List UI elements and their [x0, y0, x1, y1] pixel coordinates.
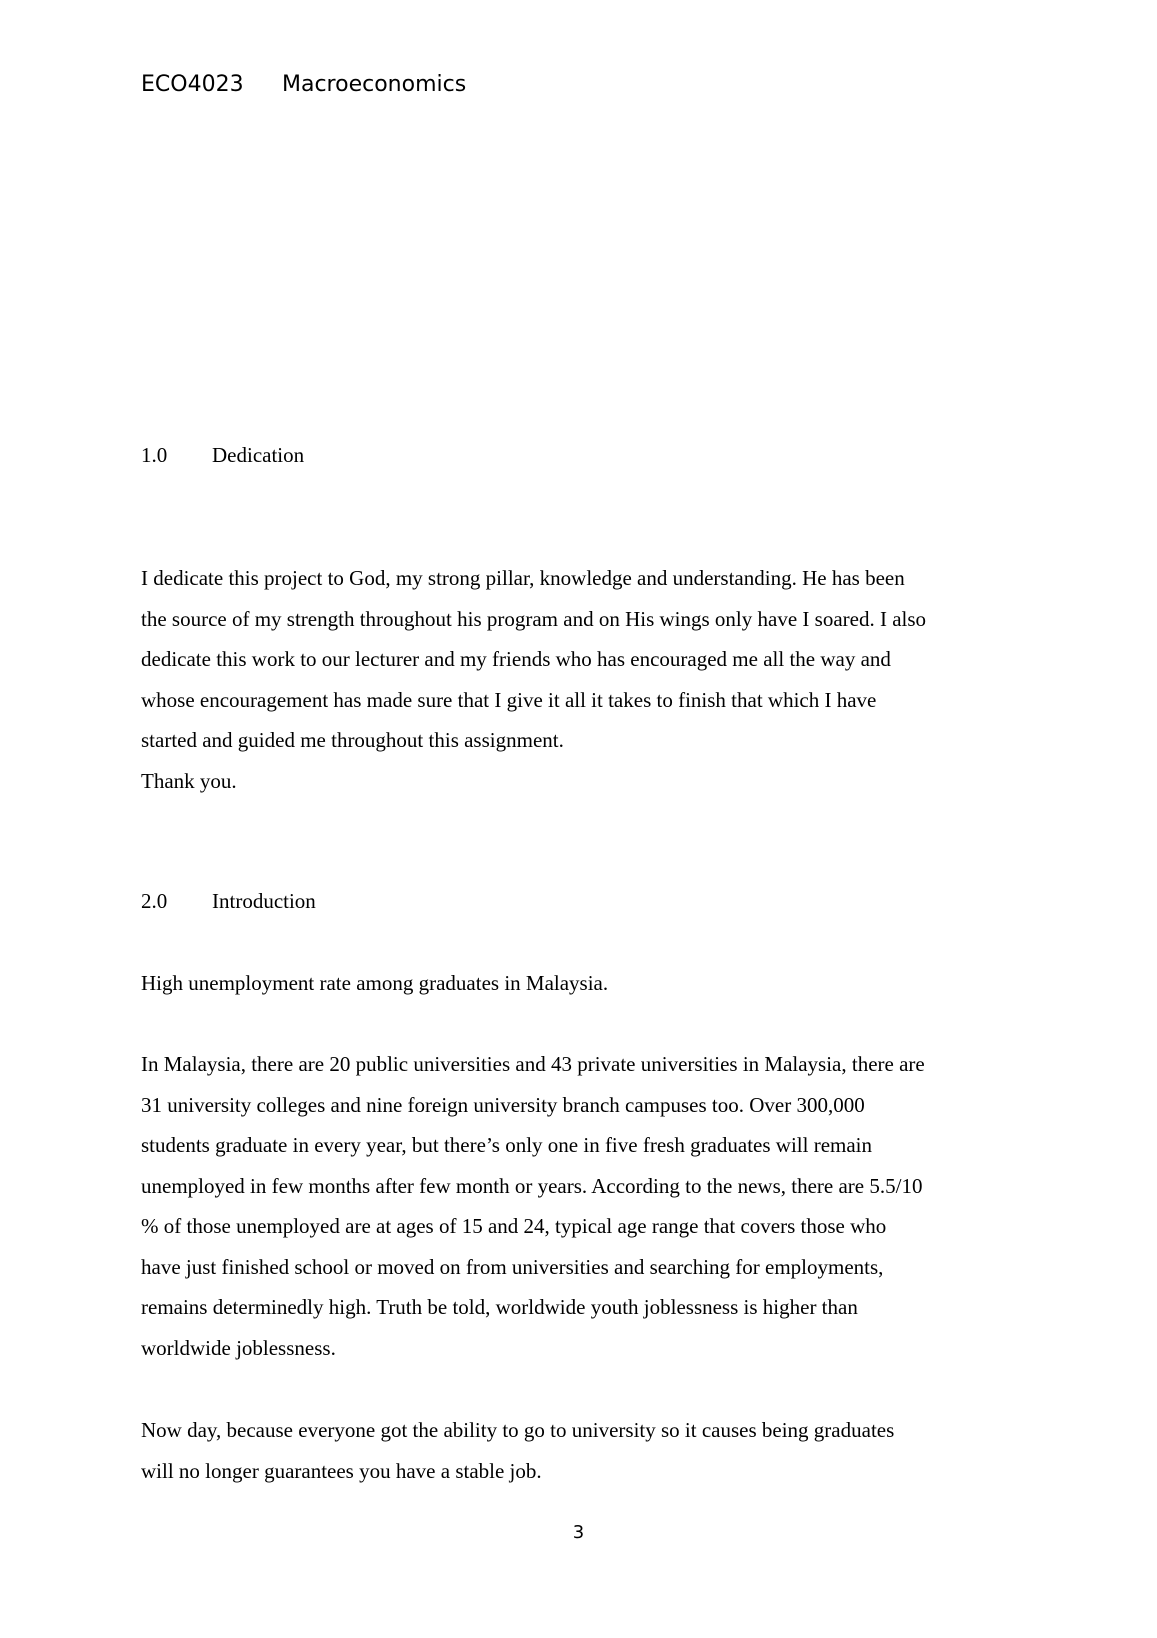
- text-line: whose encouragement has made sure that I give it all it takes to finish that which I have: [141, 687, 877, 712]
- section-number: 2.0: [141, 889, 168, 913]
- text-line: Thank you.: [141, 768, 237, 793]
- page-header: [141, 68, 466, 102]
- text-line: I dedicate this project to God, my strong pillar, knowledge and understanding. He has been: [141, 566, 905, 590]
- course-code: ECO4023: [141, 72, 244, 97]
- text-line: 31 university colleges and nine foreign university branch campuses too. Over 300,000: [141, 1092, 865, 1117]
- text-line: the source of my strength throughout his program and on His wings only have I soared. I also: [141, 606, 927, 631]
- text-line: worldwide joblessness.: [141, 1335, 336, 1360]
- text-line: remains determinedly high. Truth be told, worldwide youth joblessness is higher than: [141, 1295, 858, 1319]
- section-heading-introduction: [141, 886, 316, 916]
- section-title: Dedication: [212, 443, 305, 467]
- text-line: High unemployment rate among graduates in Malaysia.: [141, 971, 609, 995]
- text-line: % of those unemployed are at ages of 15 and 24, typical age range that covers those who: [141, 1214, 887, 1238]
- text-line: students graduate in every year, but there’s only one in five fresh graduates will remain: [141, 1133, 873, 1157]
- closing-paragraph: [141, 1410, 1021, 1491]
- intro-topic-line: [141, 963, 1021, 1004]
- text-line: unemployed in few months after few month or years. According to the news, there are 5.5/10: [141, 1173, 923, 1198]
- dedication-paragraph: [141, 558, 1021, 801]
- text-line: started and guided me throughout this assignment.: [141, 728, 564, 752]
- intro-paragraph: [141, 1044, 1021, 1368]
- text-line: will no longer guarantees you have a stable job.: [141, 1458, 542, 1483]
- section-number: 1.0: [141, 443, 168, 467]
- course-name: Macroeconomics: [282, 72, 467, 97]
- text-line: have just finished school or moved on from universities and searching for employments,: [141, 1254, 884, 1279]
- section-title: Introduction: [212, 889, 316, 913]
- page-number: 3: [572, 1522, 585, 1543]
- text-line: dedicate this work to our lecturer and my friends who has encouraged me all the way and: [141, 647, 891, 671]
- section-heading-dedication: [141, 440, 304, 470]
- text-line: In Malaysia, there are 20 public universities and 43 private universities in Malaysia, there are: [141, 1052, 925, 1076]
- text-line: Now day, because everyone got the ability to go to university so it causes being graduates: [141, 1418, 895, 1442]
